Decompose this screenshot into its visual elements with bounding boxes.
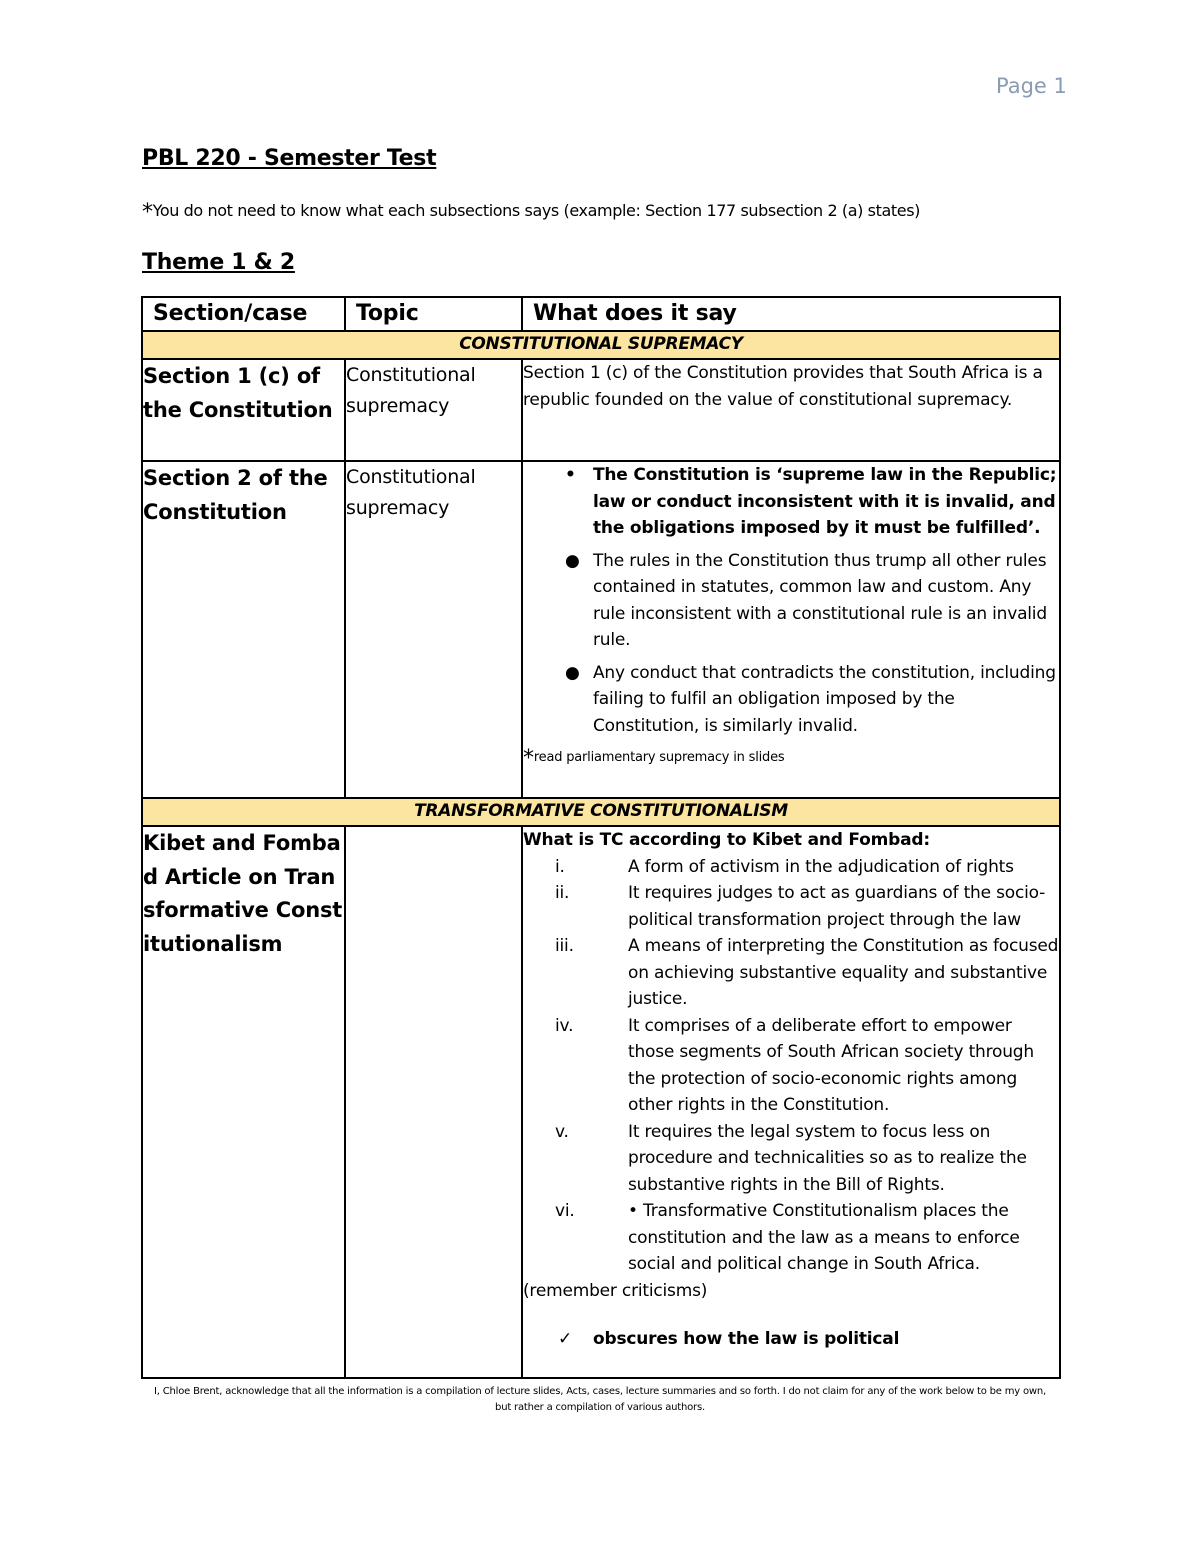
- list-item: v. It requires the legal system to focus less on procedure and technicalities so as to realize the substantive rights in the Bill of Rights.: [555, 1121, 1027, 1195]
- numbered-list: [523, 854, 1059, 1278]
- description-cell: Section 1 (c) of the Constitution provides that South Africa is a republic founded on the value of constitutional supremacy.: [522, 359, 1060, 461]
- list-item: ● The rules in the Constitution thus trump all other rules contained in statutes, common law and custom. Any rule inconsistent with a constitutional rule is an invalid rule.: [523, 548, 1059, 654]
- instruction-note: [142, 200, 920, 225]
- case-cell: Kibet and Fombad Article on Transformative Constitutionalism: [142, 826, 345, 1378]
- band-label: TRANSFORMATIVE CONSTITUTIONALISM: [414, 801, 788, 821]
- table-row: [142, 826, 1060, 1378]
- document-title: PBL 220 - Semester Test: [142, 146, 437, 171]
- intro-line: What is TC according to Kibet and Fombad:: [523, 830, 930, 850]
- list-item: • The Constitution is ‘supreme law in the Republic; law or conduct inconsistent with it is invalid, and the obligations imposed by it must be fulfilled’.: [523, 462, 1059, 542]
- bullet-icon: ●: [565, 662, 580, 683]
- list-item: iv. It comprises of a deliberate effort to empower those segments of South African society through the protection of socio-economic rights among other rights in the Constitution.: [555, 1015, 1034, 1115]
- header-cell-what: What does it say: [522, 297, 1060, 331]
- slides-note: *read parliamentary supremacy in slides: [523, 746, 785, 771]
- table-row: [142, 461, 1060, 798]
- study-table: [141, 296, 1061, 1379]
- page-footer: [141, 1384, 1059, 1416]
- list-item: ● Any conduct that contradicts the constitution, including failing to fulfil an obligation imposed by the Constitution, is similarly invalid.: [523, 660, 1059, 740]
- note-text: You do not need to know what each subsections says (example: Section 177 subsection 2 (a) states): [152, 201, 920, 220]
- table-header-row: [142, 297, 1060, 331]
- topic-cell: Constitutional supremacy: [345, 461, 522, 798]
- list-item: iii. A means of interpreting the Constitution as focused on achieving substantive equality and substantive justice.: [555, 936, 1059, 1009]
- band-label: CONSTITUTIONAL SUPREMACY: [459, 334, 743, 354]
- bullet-icon: ●: [565, 550, 580, 571]
- case-cell: Section 2 of the Constitution: [142, 461, 345, 798]
- page-number: Page 1: [996, 74, 1067, 98]
- checkmark-icon: ✓: [558, 1329, 573, 1349]
- description-cell: [522, 826, 1060, 1378]
- bullet-icon: •: [565, 465, 576, 485]
- table-row: [142, 359, 1060, 461]
- band-row-constitutional-supremacy: [142, 331, 1060, 359]
- theme-heading: Theme 1 & 2: [142, 250, 295, 275]
- note-asterisk: *: [142, 200, 153, 225]
- description-cell: [522, 461, 1060, 798]
- list-item: ii. It requires judges to act as guardians of the socio-political transformation project through the law: [555, 883, 1046, 930]
- header-cell-topic: Topic: [345, 297, 522, 331]
- header-cell-section: Section/case: [142, 297, 345, 331]
- case-cell: Section 1 (c) of the Constitution: [142, 359, 345, 461]
- topic-cell: [345, 826, 522, 1378]
- topic-cell: Constitutional supremacy: [345, 359, 522, 461]
- remember-note: (remember criticisms): [523, 1280, 708, 1301]
- bullet-list: [523, 462, 1059, 739]
- band-row-transformative-constitutionalism: [142, 798, 1060, 826]
- footer-line: but rather a compilation of various authors.: [495, 1402, 705, 1413]
- list-item: i. A form of activism in the adjudication of rights: [555, 856, 1014, 877]
- check-item: ✓ obscures how the law is political: [523, 1326, 1059, 1353]
- footer-line: I, Chloe Brent, acknowledge that all the information is a compilation of lecture slides, Acts, cases, lecture summaries and so forth. I do not claim for any of the work below to be my own,: [154, 1386, 1046, 1397]
- list-item: vi. • Transformative Constitutionalism places the constitution and the law as a means to enforce social and political change in South Africa.: [555, 1201, 1020, 1274]
